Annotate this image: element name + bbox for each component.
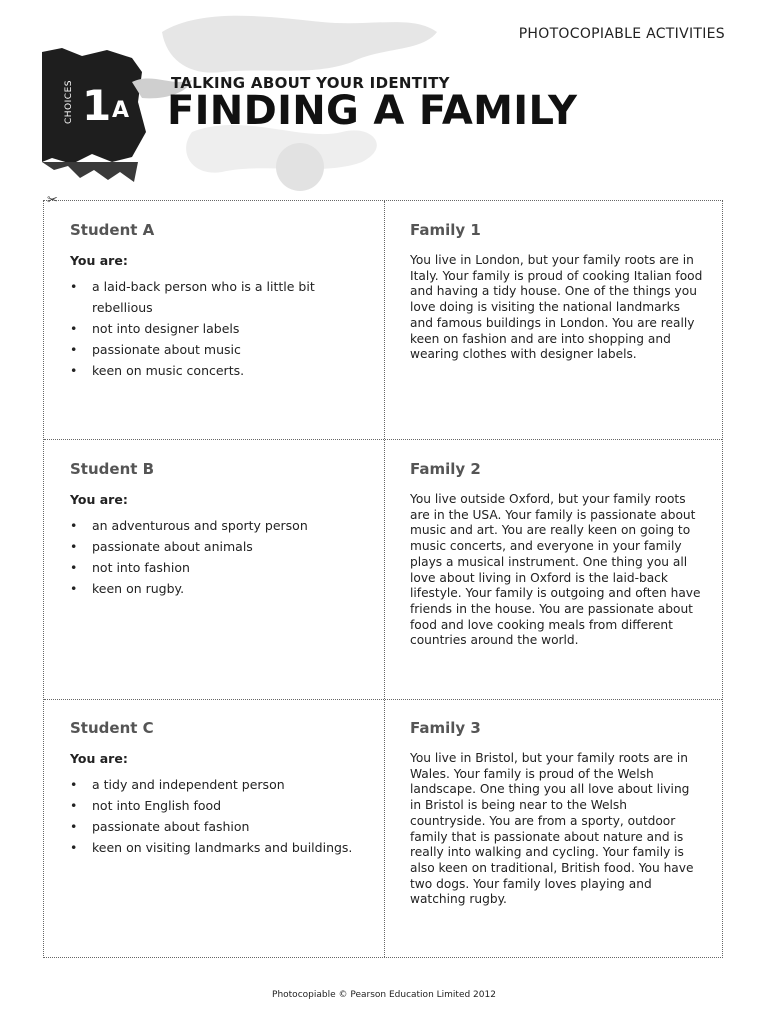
card-grid: [43, 200, 723, 958]
trait-list: [70, 774, 370, 858]
badge-unit-number: 1: [82, 81, 112, 130]
student-card-b: [70, 460, 370, 599]
family-description: You live in London, but your family roots are in Italy. Your family is proud of cooking Italian food and having a tidy house. One of the things you love doing is visiting the national landmarks and famous buildings in London. You are really keen on fashion and are into shopping and wearing clothes with designer labels.: [410, 253, 703, 362]
card-heading: Student B: [70, 460, 155, 478]
card-heading: Family 1: [410, 221, 481, 239]
unit-badge: [60, 80, 140, 134]
list-item: • not into fashion: [70, 557, 370, 578]
list-item: • passionate about music: [70, 339, 370, 360]
cut-line-horizontal: [44, 439, 722, 440]
list-item: • keen on visiting landmarks and buildings.: [70, 837, 370, 858]
family-card-1: [410, 221, 710, 363]
page-subtitle: TALKING ABOUT YOUR IDENTITY: [171, 74, 450, 92]
card-heading: Family 2: [410, 460, 481, 478]
card-heading: Student C: [70, 719, 154, 737]
list-item: • an adventurous and sporty person: [70, 515, 370, 536]
cut-line-vertical: [384, 201, 385, 957]
cut-line-horizontal: [44, 699, 722, 700]
section-label: PHOTOCOPIABLE ACTIVITIES: [518, 26, 725, 42]
list-item: • passionate about fashion: [70, 816, 370, 837]
scissors-icon: ✂: [47, 193, 58, 208]
family-card-3: [410, 719, 710, 908]
student-card-c: [70, 719, 370, 858]
trait-list: [70, 515, 370, 599]
trait-list: [70, 276, 370, 381]
you-are-label: You are:: [70, 492, 128, 507]
list-item: • keen on music concerts.: [70, 360, 370, 381]
you-are-label: You are:: [70, 751, 128, 766]
list-item: • not into designer labels: [70, 318, 370, 339]
page-title: FINDING A FAMILY: [167, 88, 578, 134]
copyright-footer: Photocopiable © Pearson Education Limited 2012: [272, 990, 496, 1000]
list-item: • passionate about animals: [70, 536, 370, 557]
list-item: • not into English food: [70, 795, 370, 816]
list-item: • keen on rugby.: [70, 578, 370, 599]
card-heading: Student A: [70, 221, 155, 239]
you-are-label: You are:: [70, 253, 128, 268]
card-heading: Family 3: [410, 719, 481, 737]
list-item: • a tidy and independent person: [70, 774, 370, 795]
badge-choices-label: CHOICES: [64, 80, 74, 124]
student-card-a: [70, 221, 370, 381]
family-card-2: [410, 460, 710, 649]
family-description: You live outside Oxford, but your family roots are in the USA. Your family is passionate about music and art. You are really keen on going to music concerts, and everyone in your family plays a musical instrument. One thing you all love about living in Oxford is the laid-back lifestyle. Your family is outgoing and often have friends in the house. You are passionate about food and love cooking meals from different countries around the world.: [410, 492, 701, 648]
list-item: • a laid-back person who is a little bit rebellious: [70, 276, 370, 318]
family-description: You live in Bristol, but your family roots are in Wales. Your family is proud of the Welsh landscape. One thing you all love about living in Bristol is being near to the Welsh countryside. You are from a sporty, outdoor family that is passionate about nature and is really into walking and cycling. Your family is also keen on traditional, British food. You have two dogs. Your family loves playing and watching rugby.: [410, 751, 694, 907]
badge-unit-letter: A: [112, 98, 130, 123]
